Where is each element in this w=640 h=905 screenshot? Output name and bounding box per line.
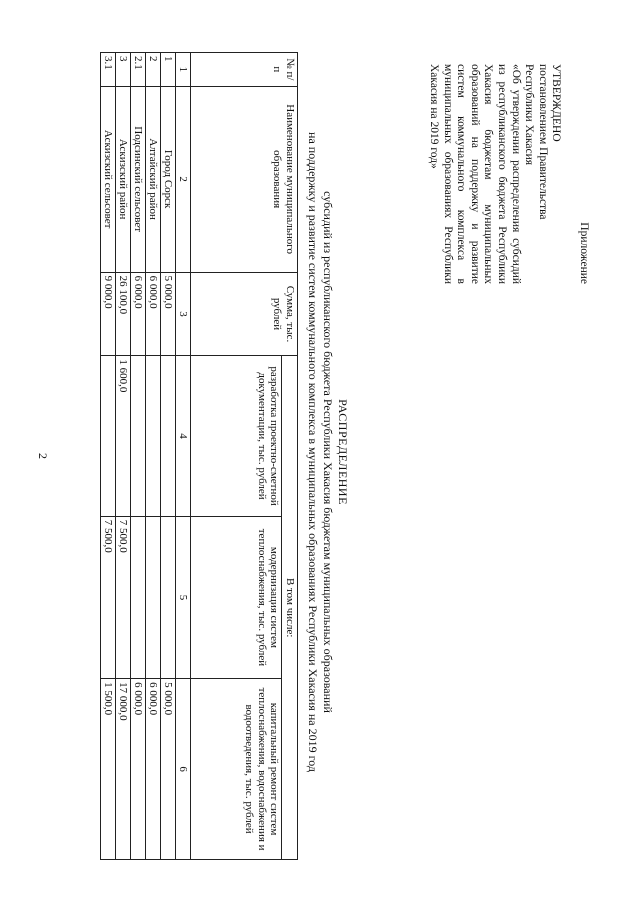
table-row [161, 53, 176, 860]
approval-line-1: постановлением Правительства [536, 64, 549, 220]
table-row [101, 53, 116, 860]
approval-line-2: Республики Хакасия [523, 64, 536, 166]
row-modernization [131, 516, 146, 678]
row-name: Аскизский район [116, 86, 131, 272]
title-block [305, 12, 350, 892]
row-name: Аскизский сельсовет [101, 86, 116, 272]
row-sum: 9 000,0 [101, 272, 116, 356]
colnum-4: 4 [176, 356, 191, 516]
row-no: 2.1 [131, 53, 146, 87]
distribution-table [101, 52, 299, 860]
header-name: Наименование муниципального образования [191, 86, 298, 272]
table-row [116, 53, 131, 860]
row-sum: 6 000,0 [146, 272, 161, 356]
document-subtitle-1: субсидий из республиканского бюджета Республики Хакасия бюджетам муниципальных образований [321, 191, 335, 713]
row-sum: 5 000,0 [161, 272, 176, 356]
approval-block [426, 64, 590, 284]
table-header-row [282, 53, 298, 860]
row-name: Город Сорск [161, 86, 176, 272]
table-row [131, 53, 146, 860]
header-design: разработка проектно-сметной документации, тыс. рублей [191, 356, 282, 516]
row-repair: 5 000,0 [161, 679, 176, 860]
row-no: 2 [146, 53, 161, 87]
header-repair: капитальный ремонт систем теплоснабжения, водоснабжения и водоотведения, тыс. рублей [191, 679, 282, 860]
row-no: 1 [161, 53, 176, 87]
row-modernization: 7 500,0 [101, 516, 116, 678]
row-repair: 1 500,0 [101, 679, 116, 860]
approved-heading: УТВЕРЖДЕНО [550, 64, 563, 142]
row-name: Алтайский район [146, 86, 161, 272]
approval-decree-text: «Об утверждении распределения субсидий из республиканского бюджета Республики Хакасия бюджетам муниципальных образований на поддержку и развитие систем коммунального комплекса в муниципальных образованиях Республики Хакасия на 2019 год» [428, 64, 522, 284]
row-design [101, 356, 116, 516]
row-name: Подсинский сельсовет [131, 86, 146, 272]
row-sum: 26 100,0 [116, 272, 131, 356]
row-design [146, 356, 161, 516]
header-no: № п/п [191, 53, 298, 87]
row-repair: 6 000,0 [131, 679, 146, 860]
rotated-content [20, 12, 620, 892]
colnum-5: 5 [176, 516, 191, 678]
row-repair: 6 000,0 [146, 679, 161, 860]
row-modernization [146, 516, 161, 678]
header-including: В том числе: [282, 356, 298, 860]
row-modernization: 7 500,0 [116, 516, 131, 678]
page-number: 2 [36, 453, 50, 459]
header-sum: Сумма, тыс. рублей [191, 272, 298, 356]
row-modernization [161, 516, 176, 678]
colnum-3: 3 [176, 272, 191, 356]
header-modernization: модернизация систем теплоснабжения, тыс. рублей [191, 516, 282, 678]
row-design [161, 356, 176, 516]
row-design [131, 356, 146, 516]
colnum-6: 6 [176, 679, 191, 860]
row-repair: 17 000,0 [116, 679, 131, 860]
column-number-row [176, 53, 191, 860]
document-subtitle-2: на поддержку и развитие систем коммунального комплекса в муниципальных образованиях Республики Хакасия на 2019 год [306, 132, 320, 772]
table-row [146, 53, 161, 860]
row-no: 3 [116, 53, 131, 87]
row-design: 1 600,0 [116, 356, 131, 516]
row-sum: 6 000,0 [131, 272, 146, 356]
row-no: 3.1 [101, 53, 116, 87]
colnum-1: 1 [176, 53, 191, 87]
appendix-label: Приложение [578, 222, 590, 284]
colnum-2: 2 [176, 86, 191, 272]
document-title: РАСПРЕДЕЛЕНИЕ [336, 399, 350, 505]
